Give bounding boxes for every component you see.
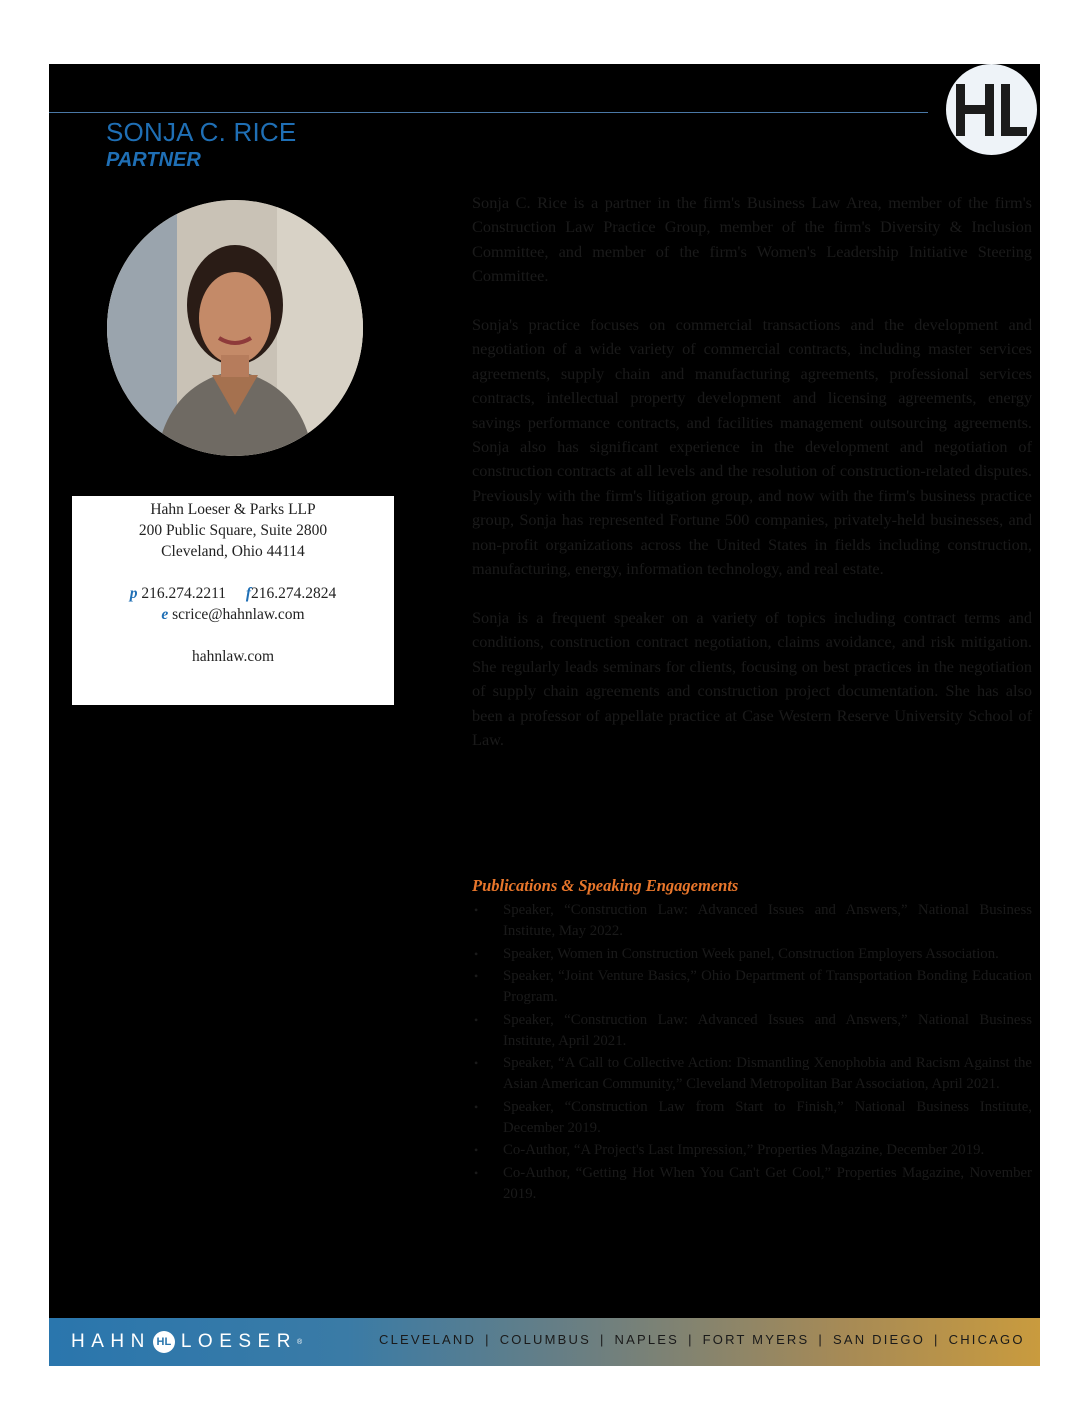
email-link[interactable]: scrice@hahnlaw.com <box>172 606 305 623</box>
footer-bar <box>49 1318 1040 1366</box>
hl-logo-icon <box>946 64 1037 155</box>
office-chicago: CHICAGO <box>948 1332 1025 1347</box>
publications-list <box>472 900 1032 1206</box>
footer-brand <box>71 1329 302 1355</box>
bullet-icon: • <box>474 969 479 983</box>
office-columbus: COLUMBUS <box>499 1332 591 1347</box>
bullet-icon: • <box>474 946 479 961</box>
firm-name: Hahn Loeser & Parks LLP <box>150 501 316 518</box>
list-item: • Co-Author, “A Project's Last Impression,” Properties Magazine, December 2019. <box>472 1140 1032 1161</box>
list-item: • Speaker, “Construction Law: Advanced Issues and Answers,” National Business Institute, April 2021. <box>474 1011 1032 1049</box>
contact-card <box>72 496 394 705</box>
bio-paragraph: Sonja is a frequent speaker on a variety of topics including contract terms and conditions, construction contract negotiation, claims avoidance, and risk mitigation. She regularly leads seminars for clients, focusing on best practices in the negotiation of supply chain agreements and construction project documentation. She has also been a professor of appellate practice at Case Western Reserve University School of Law. <box>472 607 1032 749</box>
bullet-icon: • <box>474 903 479 917</box>
attorney-name: SONJA C. RICE <box>106 117 297 147</box>
publications-heading: Publications & Speaking Engagements <box>472 876 739 895</box>
biography <box>472 191 1032 777</box>
brand-mark-icon: HL <box>153 1331 175 1353</box>
profile-page <box>49 64 1040 1366</box>
bullet-icon: • <box>474 1143 479 1157</box>
bio-paragraph: Sonja C. Rice is a partner in the firm's Business Law Area, member of the firm's Construction Law Practice Group, member of the firm's Diversity & Inclusion Committee, and member of the firm's Women's Leadership Initiative Steering Committee. <box>472 193 1032 286</box>
address-line-2: Cleveland, Ohio 44114 <box>161 543 305 560</box>
list-item: • Speaker, “Construction Law from Start to Finish,” National Business Institute, December 2019. <box>474 1098 1032 1136</box>
office-naples: NAPLES <box>614 1332 680 1347</box>
header-rule <box>49 112 928 113</box>
email-line <box>72 604 394 625</box>
list-item: • Speaker, “A Call to Collective Action: Dismantling Xenophobia and Racism Against the Asian American Community,” Cleveland Metropolitan Bar Association, April 2021. <box>474 1055 1032 1092</box>
office-fort-myers: FORT MYERS <box>702 1332 810 1347</box>
website-link[interactable]: hahnlaw.com <box>191 648 275 665</box>
brand-loeser: LOESER <box>180 1331 297 1352</box>
bullet-icon: • <box>474 1165 479 1180</box>
attorney-title: PARTNER <box>106 149 201 171</box>
list-item: • Speaker, “Construction Law: Advanced Issues and Answers,” National Business Institute, May 2022. <box>474 902 1032 939</box>
bullet-icon: • <box>474 1012 479 1027</box>
fax-number: 216.274.2824 <box>250 585 337 602</box>
registered-mark: ® <box>296 1338 303 1346</box>
list-item: • Speaker, “Joint Venture Basics,” Ohio Department of Transportation Bonding Education Program. <box>474 968 1032 1005</box>
bio-paragraph: Sonja's practice focuses on commercial transactions and the development and negotiation of a wide variety of commercial contracts, including master services agreements, supply chain and manufacturing agreements, professional services contracts, intellectual property development and licensing agreements, energy savings performance contracts, and facilities management outsourcing agreements. Sonja also has significant experience in the development and negotiation of construction contracts at all levels and the resolution of construction-related disputes. Previously with the firm's litigation group, and now with the firm's business practice group, Sonja has represented Fortune 500 companies, privately-held businesses, and non-profit organizations across the United States in fields including construction, manufacturing, energy, information technology, and real estate. <box>472 315 1032 579</box>
bullet-icon: • <box>474 1099 479 1114</box>
brand-hahn: HAHN <box>71 1331 151 1352</box>
office-cleveland: CLEVELAND <box>379 1332 477 1347</box>
fax-label: f <box>245 585 251 602</box>
office-list: CLEVELAND | COLUMBUS | NAPLES | FORT MYERS | SAN DIEGO | CHICAGO <box>379 1332 1025 1347</box>
phone-label: p <box>129 585 138 602</box>
office-san-diego: SAN DIEGO <box>832 1332 926 1347</box>
list-item: • Co-Author, “Getting Hot When You Can't Get Cool,” Properties Magazine, November 2019. <box>474 1164 1032 1202</box>
bullet-icon: • <box>474 1056 479 1070</box>
hl-logo <box>946 64 1037 155</box>
phone-fax-line <box>72 583 394 604</box>
email-label: e <box>161 606 169 623</box>
list-item: • Speaker, Women in Construction Week panel, Construction Employers Association. <box>472 944 1032 965</box>
phone-number[interactable]: 216.274.2211 <box>141 585 227 602</box>
address-line-1: 200 Public Square, Suite 2800 <box>138 522 328 539</box>
attorney-photo <box>107 200 363 456</box>
